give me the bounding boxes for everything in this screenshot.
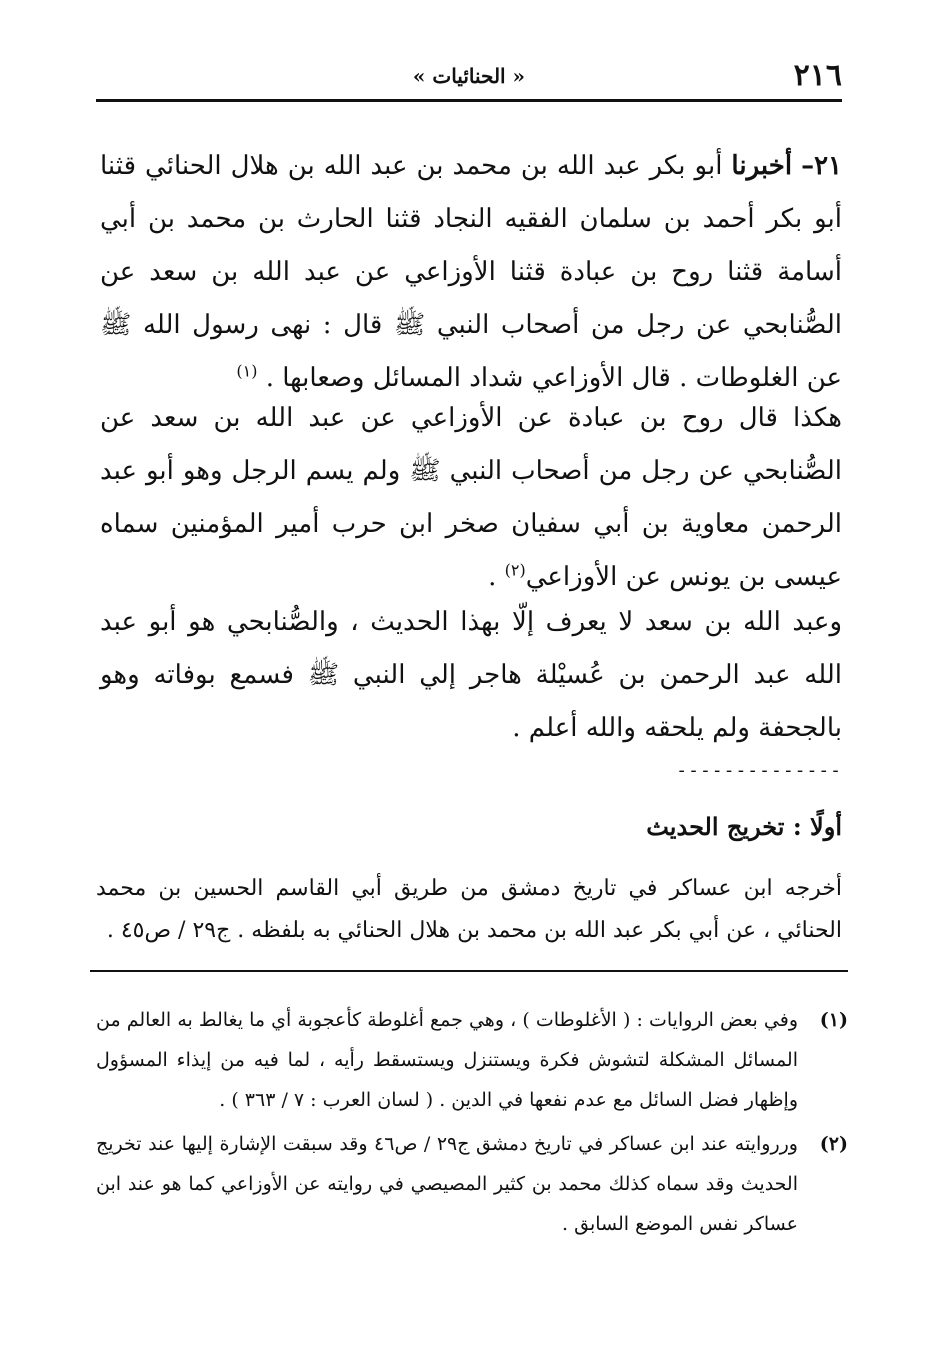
footnote-rule <box>90 970 848 972</box>
hadith-lead-word: أخبرنا <box>731 151 793 181</box>
footnote-number: (١) <box>819 1009 848 1031</box>
section-heading: أولًا : تخريج الحديث <box>646 812 842 841</box>
commentary-end: . <box>488 562 505 592</box>
footnote <box>96 1124 848 1244</box>
page-number: ٢١٦ <box>793 58 842 93</box>
footnote-text: ورروايته عند ابن عساكر في تاريخ دمشق ج٢٩ / ص٤٦ وقد سبقت الإشارة إليها عند تخريج الحديث وقد سماه كذلك محمد بن كثير المصيصي في روايته عن الأوزاعي كما هو عند ابن عساكر نفس الموضع السابق . <box>96 1133 798 1235</box>
footnote <box>96 1000 848 1120</box>
footnote-number: (٢) <box>819 1133 848 1155</box>
header-rule <box>96 99 842 102</box>
hadith-text: أبو بكر عبد الله بن محمد بن عبد الله بن هلال الحنائي قثنا أبو بكر أحمد بن سلمان الفقيه النجاد قثنا الحارث بن محمد بن أبي أسامة قثنا روح بن عبادة قثنا الأوزاعي عن عبد الله بن سعد عن الصُّنابحي عن رجل من أصحاب النبي ﷺ قال : نهى رسول الله ﷺ عن الغلوطات . قال الأوزاعي شداد المسائل وصعابها . <box>100 151 842 393</box>
dashed-separator: -------------- <box>676 760 842 781</box>
takhrij-paragraph: أخرجه ابن عساكر في تاريخ دمشق من طريق أبي القاسم الحسين بن محمد الحنائي ، عن أبي بكر عبد الله بن محمد بن هلال الحنائي به بلفظه . ج٢٩ / ص٤٥ . <box>96 876 842 943</box>
page-header <box>96 58 842 98</box>
narrator-text: وعبد الله بن سعد لا يعرف إلّا بهذا الحديث ، والصُّنابحي هو أبو عبد الله عبد الرحمن بن عُسيْلة هاجر إلي النبي ﷺ فسمع بوفاته وهو بالجحفة ولم يلحقه والله أعلم . <box>100 607 842 743</box>
commentary-paragraph <box>100 392 842 604</box>
hadith-paragraph <box>100 140 842 405</box>
commentary-text: هكذا قال روح بن عبادة عن الأوزاعي عن عبد الله بن سعد عن الصُّنابحي عن رجل من أصحاب النبي ﷺ ولم يسم الرجل وهو أبو عبد الرحمن معاوية بن أبي سفيان صخر ابن حرب أمير المؤمنين سماه عيسى بن يونس عن الأوزاعي <box>100 403 842 592</box>
narrator-paragraph <box>100 596 842 755</box>
footnote-ref-2[interactable]: (٢) <box>504 560 526 580</box>
hadith-number: ٢١– <box>801 151 843 181</box>
footnote-text: وفي بعض الروايات : ( الأغلوطات ) ، وهي جمع أغلوطة كأعجوبة أي ما يغالط به العالم من المسائل المشكلة لتشوش فكرة ويستنزل ويستسقط رأيه ، لما فيه من إيذاء المسؤول وإظهار فضل السائل مع عدم نفعها في الدين . ( لسان العرب : ٧ / ٣٦٣ ) . <box>96 1009 798 1111</box>
running-title: « الحنائيات » <box>412 64 526 88</box>
footnote-ref-1[interactable]: (١) <box>236 361 258 381</box>
